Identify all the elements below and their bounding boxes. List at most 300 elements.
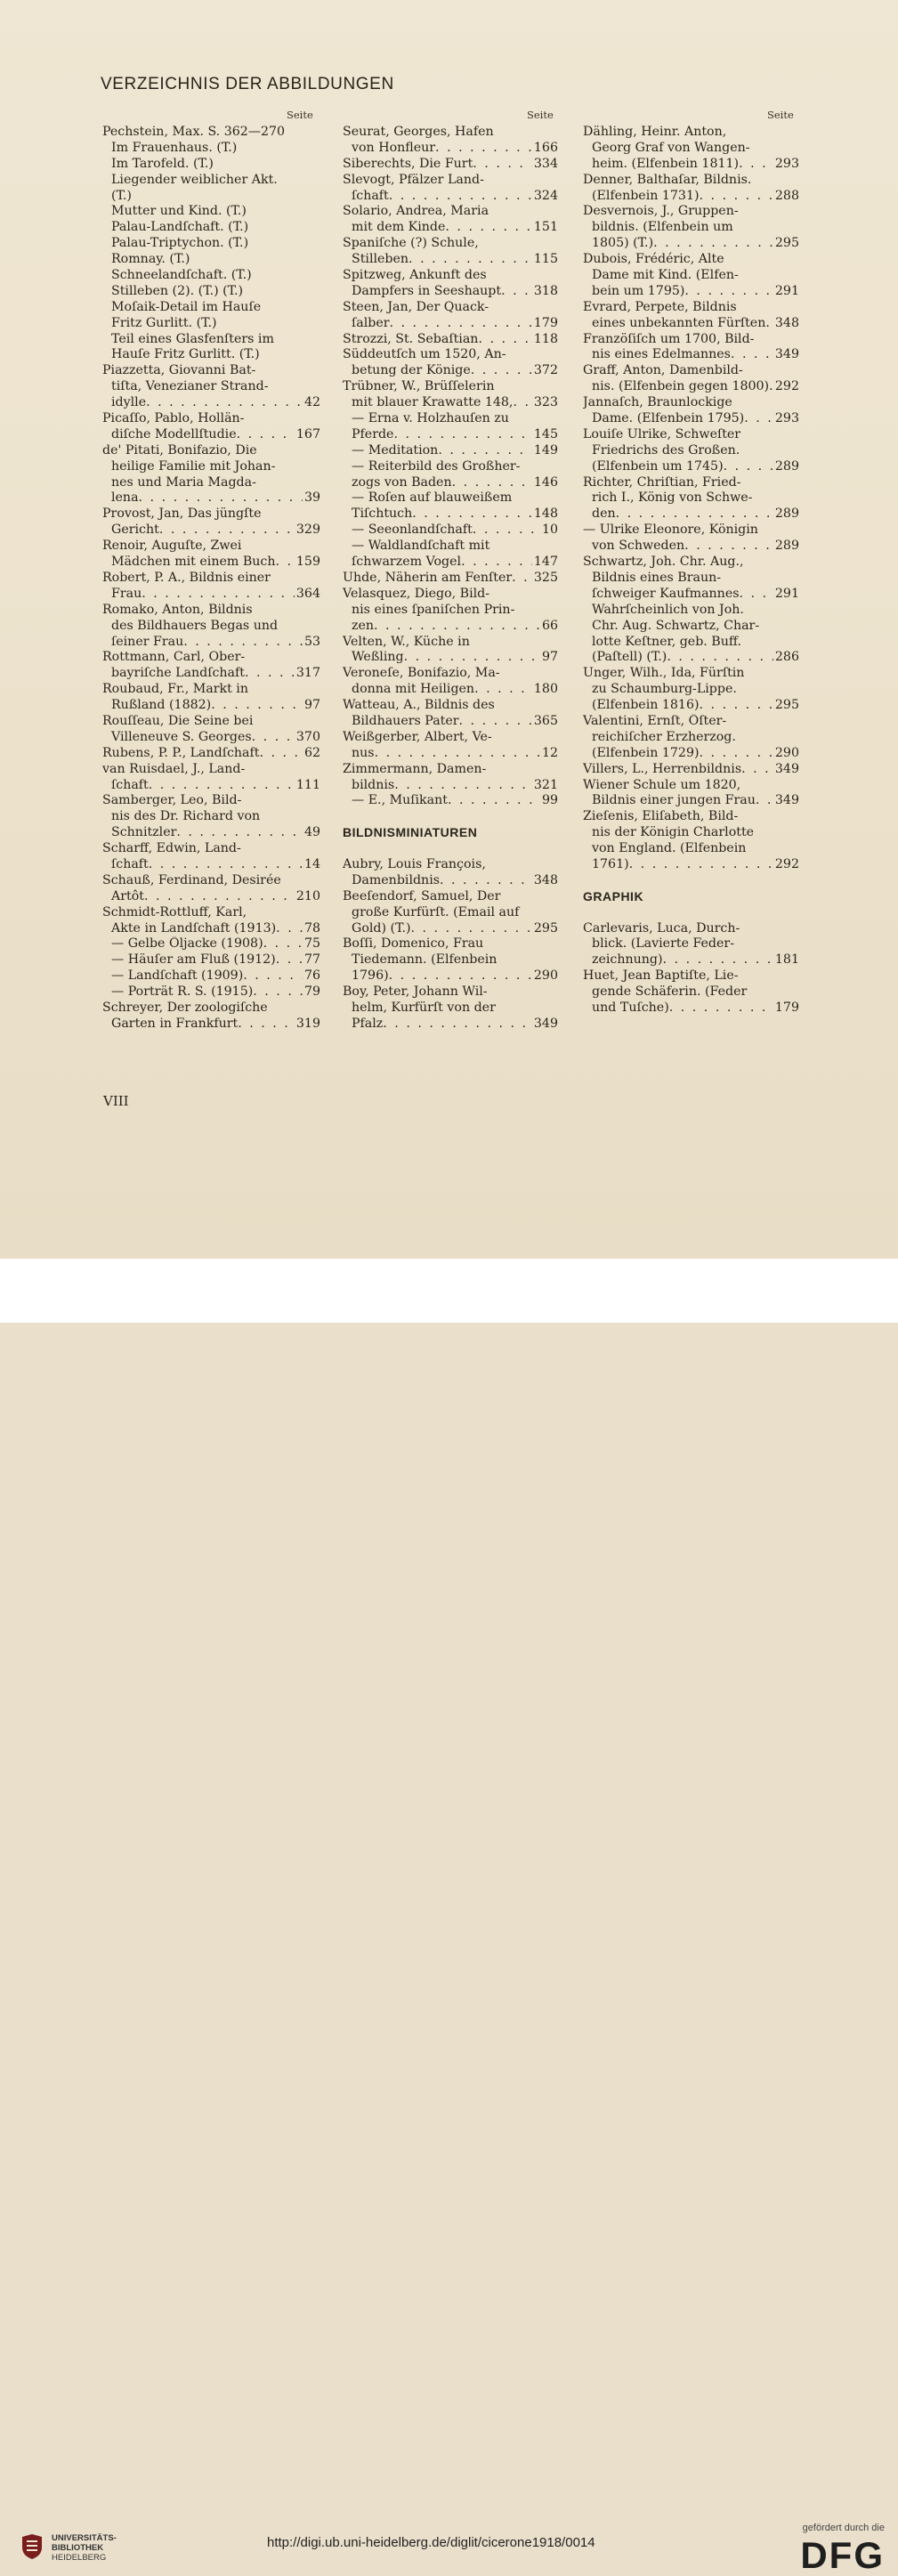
index-entry-line (102, 730, 320, 746)
index-entry-line: — Roſen auf blauweißem (352, 490, 513, 506)
index-entry-line (343, 141, 558, 157)
index-entry-line (343, 714, 558, 730)
entry-page-number: 293 (774, 411, 799, 426)
entry-page-number: 289 (774, 506, 799, 522)
dot-leader (245, 666, 295, 682)
entry-page-number: 364 (295, 586, 320, 601)
index-entry-line: de' Pitati, Bonifazio, Die (102, 442, 257, 458)
entry-page-number: 349 (774, 793, 799, 808)
entry-page-number: 179 (774, 1000, 799, 1015)
seite-label-col2: Seite (527, 109, 554, 121)
entry-text: Akte in Landſchaft (1913) (111, 920, 277, 936)
index-entry-line: Moſaik-Detail im Hauſe (111, 299, 262, 314)
index-entry-line (102, 490, 320, 506)
index-entry-line (102, 698, 320, 714)
index-entry-line: Bildnis eines Braun- (592, 570, 722, 585)
index-entry-line: Samberger, Leo, Bild- (102, 793, 242, 808)
dot-leader (473, 157, 532, 173)
index-entry-line: Solario, Andrea, Maria (343, 204, 489, 219)
index-entry-line (583, 746, 799, 762)
dot-leader (183, 635, 303, 651)
index-entry-line (343, 522, 558, 539)
entry-text: Frau (111, 586, 142, 601)
index-entry-line (343, 873, 558, 889)
entry-page-number: 77 (303, 952, 320, 968)
index-entry-line (102, 587, 320, 603)
entry-page-number: 167 (295, 426, 320, 441)
entry-text: Rubens, P. P., Landſchaft (102, 745, 260, 760)
index-entry-line (343, 555, 558, 571)
index-entry-line: lotte Keſtner, geb. Buff. (592, 634, 741, 649)
entry-text: — Landſchaft (1909) (111, 968, 244, 984)
dot-leader (375, 746, 540, 762)
library-name-line1: UNIVERSITÄTS- (52, 2533, 117, 2543)
index-entry-line: Scharff, Edwin, Land- (102, 841, 241, 856)
entry-text: Damenbildnis (352, 872, 441, 887)
entry-text: Pfalz (352, 1016, 384, 1031)
index-entry-line (583, 506, 799, 522)
dot-leader (448, 793, 540, 809)
dot-leader (149, 778, 295, 794)
dot-leader (211, 698, 303, 714)
index-entry-line (583, 1000, 799, 1017)
index-entry-line: Friedrichs des Großen. (592, 442, 740, 458)
index-entry-line (583, 650, 799, 666)
dot-leader (237, 427, 295, 443)
entry-text: heim. (Elfenbein 1811) (592, 156, 740, 171)
dot-leader (724, 459, 773, 475)
entry-page-number: 323 (533, 395, 558, 410)
entry-page-number: 321 (533, 777, 558, 792)
index-entry-line (343, 506, 558, 522)
index-entry-line (583, 284, 799, 300)
dot-leader (616, 506, 773, 522)
entry-page-number: 288 (774, 188, 799, 203)
entry-text: ſchaft (111, 856, 149, 871)
entry-page-number: 148 (533, 506, 558, 522)
entry-text: ſchweiger Kaufmannes (592, 586, 740, 601)
entry-page-number: 159 (295, 555, 320, 570)
entry-page-number: 295 (533, 920, 558, 936)
index-entry-line: von England. (Elfenbein (592, 841, 747, 856)
dot-leader (700, 189, 773, 205)
footer-bar (0, 1259, 898, 2576)
dot-leader (700, 746, 773, 762)
entry-page-number: 79 (303, 984, 320, 1000)
index-column-3 (583, 125, 799, 1017)
index-entry-line (583, 698, 799, 714)
index-entry-line: Schauß, Ferdinand, Desirée (102, 872, 281, 887)
index-entry-line: große Kurfürſt. (Email auf (352, 904, 520, 919)
index-entry-line (583, 762, 799, 778)
dot-leader (149, 857, 303, 873)
index-entry-line: Richter, Chriſtian, Fried- (583, 474, 741, 490)
index-entry-line: Renoir, Auguſte, Zwei (102, 539, 242, 554)
entry-page-number: 293 (774, 156, 799, 171)
entry-page-number: 146 (533, 474, 558, 490)
entry-text: Mädchen mit einem Buch (111, 555, 276, 570)
index-entry-line (102, 857, 320, 873)
index-entry-line (343, 363, 558, 379)
entry-page-number: 149 (533, 442, 558, 458)
dot-leader (276, 921, 303, 937)
entry-page-number: 145 (533, 426, 558, 441)
index-entry-line: nis der Königin Charlotte (592, 825, 755, 840)
dot-leader (471, 363, 532, 379)
dot-leader (438, 443, 532, 459)
index-entry-line (343, 793, 558, 809)
index-entry-line: Franzöſiſch um 1700, Bild- (583, 331, 755, 346)
index-entry-line: — Erna v. Holzhauſen zu (352, 411, 509, 426)
entry-page-number: 14 (303, 856, 320, 871)
entry-text: (Paſtell) (T.) (592, 650, 667, 665)
entry-text: Dampfers in Seeshaupt (352, 283, 502, 298)
index-entry-line: Mutter und Kind. (T.) (111, 204, 247, 219)
dot-leader (501, 284, 532, 300)
index-entry-line: — Waldlandſchaft mit (352, 539, 490, 554)
entry-text: Garten in Frankfurt (111, 1016, 239, 1031)
index-entry-line (102, 635, 320, 651)
index-entry-line: Rottmann, Carl, Ober- (102, 650, 246, 665)
index-entry-line: Rouſſeau, Die Seine bei (102, 713, 254, 728)
entry-page-number: 291 (774, 586, 799, 601)
entry-text: Rußland (1882) (111, 698, 212, 713)
dot-leader (744, 411, 773, 427)
index-entry-line: Jannaſch, Braunlockige (583, 395, 732, 410)
entry-text: zogs von Baden (352, 474, 452, 490)
index-entry-line: — Ulrike Eleonore, Königin (583, 522, 758, 538)
index-entry-line: Aubry, Louis François, (343, 856, 486, 871)
index-entry-line (102, 921, 320, 937)
index-entry-line (343, 682, 558, 698)
university-library-logo-icon (20, 2533, 44, 2560)
entry-text: nus (352, 745, 375, 760)
dot-leader (389, 968, 532, 984)
index-entry-line (583, 316, 799, 332)
funding-text: gefördert durch die (802, 2523, 885, 2533)
index-entry-line: Romnay. (T.) (111, 252, 190, 267)
index-entry-line: Desvernois, J., Gruppen- (583, 204, 739, 219)
index-entry-line (583, 857, 799, 873)
dot-leader (740, 587, 773, 603)
index-entry-line: Slevogt, Pfälzer Land- (343, 172, 484, 187)
index-entry-line (102, 395, 320, 411)
entry-text: ſchaft (111, 777, 149, 792)
index-entry-line: blick. (Lavierte Feder- (592, 936, 734, 952)
entry-page-number: 291 (774, 283, 799, 298)
index-entry-line: Spitzweg, Ankunft des (343, 268, 487, 283)
entry-page-number: 99 (541, 793, 558, 808)
index-entry-line (583, 952, 799, 968)
dot-leader (663, 952, 773, 968)
index-entry-line: Provost, Jan, Das jüngſte (102, 506, 262, 522)
dot-leader (144, 889, 295, 905)
index-entry-line: Fritz Gurlitt. (T.) (111, 315, 217, 330)
index-entry-line (583, 587, 799, 603)
dot-leader (142, 587, 295, 603)
dot-leader (275, 555, 294, 571)
seite-label-col1: Seite (287, 109, 313, 121)
index-entry-line (343, 746, 558, 762)
entry-page-number: 295 (774, 698, 799, 713)
dot-leader (435, 141, 532, 157)
dot-leader (159, 522, 295, 539)
entry-text: lena (111, 490, 139, 506)
dot-leader (473, 522, 540, 539)
section-heading: GRAPHIK (583, 888, 644, 903)
index-entry-line (343, 778, 558, 794)
index-entry-line: Hauſe Fritz Gurlitt. (T.) (111, 347, 260, 362)
index-entry-line (102, 984, 320, 1000)
index-entry-line (102, 746, 320, 762)
entry-text: — Gelbe Öljacke (1908) (111, 936, 263, 952)
index-entry-line: Trübner, W., Brüſſelerin (343, 379, 495, 394)
index-entry-line (343, 475, 558, 491)
dot-leader (478, 332, 531, 348)
index-entry-line: — Reiterbild des Großher- (352, 458, 521, 474)
dfg-logo: DFG (800, 2534, 885, 2576)
index-entry-line: Beeſendorf, Samuel, Der (343, 888, 501, 903)
index-entry-line: Wahrſcheinlich von Joh. (592, 602, 744, 617)
entry-text: eines unbekannten Fürſten (592, 315, 766, 330)
entry-page-number: 151 (533, 220, 558, 235)
entry-text: (Elfenbein 1731) (592, 188, 700, 203)
entry-page-number: 289 (774, 539, 799, 554)
entry-text: nis eines Edelmannes (592, 347, 731, 362)
index-column-2 (343, 125, 558, 1033)
entry-text: Dame. (Elfenbein 1795) (592, 411, 745, 426)
index-entry-line: Stilleben (2). (T.) (T.) (111, 283, 244, 298)
index-entry-line: Schwartz, Joh. Chr. Aug., (583, 555, 744, 570)
entry-text: bayriſche Landſchaft (111, 666, 245, 681)
entry-page-number: 286 (774, 650, 799, 665)
index-entry-line: Seurat, Georges, Hafen (343, 125, 494, 139)
index-entry-line: Valentini, Ernſt, Öſter- (583, 713, 727, 728)
index-entry-line: gende Schäferin. (Feder (592, 984, 748, 1000)
index-entry-line (583, 379, 799, 395)
dot-leader (653, 236, 773, 252)
index-entry-line: des Bildhauers Begas und (111, 618, 279, 633)
entry-page-number: 317 (295, 666, 320, 681)
entry-text: bein um 1795) (592, 283, 685, 298)
entry-text: Tiſchtuch (352, 506, 413, 522)
index-entry-line (102, 522, 320, 539)
index-entry-line (102, 968, 320, 984)
index-entry-line (343, 332, 558, 348)
dot-leader (390, 316, 532, 332)
entry-text: ſchaft (352, 188, 389, 203)
index-entry-line (102, 555, 320, 571)
index-entry-line: Denner, Balthaſar, Bildnis. (583, 172, 752, 187)
entry-page-number: 290 (533, 968, 558, 984)
dot-leader (394, 778, 532, 794)
entry-page-number: 370 (295, 729, 320, 744)
entry-page-number: 295 (774, 236, 799, 251)
index-entry-line: nis des Dr. Richard von (111, 809, 261, 824)
dot-leader (389, 189, 532, 205)
index-entry-line: bildnis. (Elfenbein um (592, 220, 733, 235)
index-entry-line (343, 395, 558, 411)
entry-text: 1761) (592, 856, 629, 871)
dot-leader (139, 490, 303, 506)
index-entry-line (583, 157, 799, 173)
index-entry-line (583, 539, 799, 555)
dot-leader (276, 952, 303, 968)
entry-page-number: 348 (533, 872, 558, 887)
entry-page-number: 365 (533, 713, 558, 728)
entry-text: Gold) (T.) (352, 920, 411, 936)
dot-leader (452, 475, 532, 491)
entry-page-number: 12 (541, 745, 558, 760)
entry-page-number: 53 (303, 634, 320, 649)
index-entry-line (583, 459, 799, 475)
entry-text: Bildnis einer jungen Frau (592, 793, 756, 808)
entry-text: und Tuſche) (592, 1000, 669, 1015)
entry-page-number: 349 (533, 1016, 558, 1031)
entry-text: Gericht (111, 522, 159, 538)
index-entry-line: Zimmermann, Damen- (343, 761, 487, 776)
index-entry-line (102, 952, 320, 968)
index-entry-line: Zieſenis, Eliſabeth, Bild- (583, 809, 739, 824)
dot-leader (393, 427, 531, 443)
library-name (52, 2533, 117, 2563)
index-entry-line (343, 619, 558, 635)
index-entry-line: Dame mit Kind. (Elfen- (592, 268, 739, 283)
index-entry-line: Velasquez, Diego, Bild- (343, 586, 490, 601)
entry-text: Strozzi, St. Sebaſtian (343, 331, 479, 346)
entry-page-number: 349 (774, 761, 799, 776)
index-entry-line (343, 157, 558, 173)
dot-leader (383, 1017, 532, 1033)
entry-page-number: 319 (295, 1016, 320, 1031)
document-url-link[interactable]: http://digi.ub.uni-heidelberg.de/diglit/cicerone1918/0014 (267, 2535, 595, 2550)
entry-page-number: 372 (533, 363, 558, 378)
entry-page-number: 78 (303, 920, 320, 936)
entry-page-number: 348 (774, 315, 799, 330)
dot-leader (440, 873, 532, 889)
entry-text: ſeiner Frau (111, 634, 184, 649)
spacer (343, 841, 558, 857)
index-entry-line: tiſta, Venezianer Strand- (111, 379, 269, 394)
entry-text: von Schweden (592, 539, 685, 554)
dot-leader (146, 395, 303, 411)
index-entry-line: Steen, Jan, Der Quack- (343, 299, 489, 314)
entry-page-number: 42 (303, 395, 320, 410)
spacer (583, 873, 799, 889)
page-heading: VERZEICHNIS DER ABBILDUNGEN (101, 75, 394, 93)
index-entry-line (343, 316, 558, 332)
index-entry-line (343, 189, 558, 205)
index-entry-line: Carlevaris, Luca, Durch- (583, 920, 740, 936)
dot-leader (238, 1017, 295, 1033)
index-entry-line (343, 252, 558, 268)
dot-leader (412, 506, 532, 522)
entry-page-number: 318 (533, 283, 558, 298)
index-entry-line (343, 220, 558, 236)
index-entry-line: Palau-Landſchaft. (T.) (111, 220, 249, 235)
dot-leader (731, 347, 773, 363)
index-entry-line: Schneelandſchaft. (T.) (111, 268, 252, 283)
index-entry-line: Louiſe Ulrike, Schweſter (583, 426, 741, 441)
entry-text: zeichnung) (592, 952, 663, 968)
index-entry-line (343, 443, 558, 459)
entry-text: (Elfenbein 1816) (592, 698, 700, 713)
entry-page-number: 10 (541, 522, 558, 538)
index-entry-line: Picaſſo, Pablo, Hollän- (102, 411, 245, 426)
index-entry-line: Süddeutſch um 1520, An- (343, 347, 506, 362)
index-entry-line: Spaniſche (?) Schule, (343, 236, 479, 251)
index-entry-line: Veroneſe, Bonifazio, Ma- (343, 666, 500, 681)
index-entry-line (583, 236, 799, 252)
index-entry-line: rich I., König von Schwe- (592, 490, 753, 506)
entry-text: — Seeonlandſchaft (352, 522, 473, 538)
entry-page-number: 289 (774, 458, 799, 474)
index-entry-line: Piazzetta, Giovanni Bat- (102, 363, 256, 378)
page-number: VIII (103, 1093, 129, 1109)
index-entry-line: Velten, W., Küche in (343, 634, 470, 649)
entry-page-number: 75 (303, 936, 320, 952)
entry-text: Schnitzler (111, 825, 177, 840)
entry-text: (Elfenbein um 1745) (592, 458, 724, 474)
library-name-line2: BIBLIOTHEK (52, 2543, 104, 2553)
entry-text: donna mit Heiligen (352, 682, 475, 697)
dot-leader (461, 555, 532, 571)
index-entry-line: reichiſcher Erzherzog. (592, 729, 736, 744)
entry-text: Pferde (352, 426, 394, 441)
index-entry-line: Unger, Wilh., Ida, Fürſtin (583, 666, 745, 681)
dot-leader (445, 220, 532, 236)
index-entry-line: Schmidt-Rottluff, Karl, (102, 904, 247, 919)
section-heading: BILDNISMINIATUREN (343, 825, 478, 840)
index-entry-line: (T.) (111, 188, 132, 203)
entry-text: Artôt (111, 888, 144, 903)
entry-page-number: 62 (303, 745, 320, 760)
entry-page-number: 325 (533, 570, 558, 585)
dot-leader (765, 316, 773, 332)
index-entry-line: Huet, Jean Baptiſte, Lie- (583, 968, 739, 984)
index-entry-line (102, 427, 320, 443)
entry-text: — Meditation (352, 442, 439, 458)
entry-text: Villers, L., Herrenbildnis (583, 761, 742, 776)
dot-leader (739, 157, 773, 173)
index-entry-line (102, 889, 320, 905)
entry-page-number: 97 (303, 698, 320, 713)
index-entry-line: Dubois, Frédéric, Alte (583, 252, 724, 267)
scanned-page (0, 0, 898, 1259)
index-entry-line: zu Schaumburg-Lippe. (592, 682, 737, 697)
index-entry-line: Boy, Peter, Johann Wil- (343, 984, 488, 1000)
dot-leader (259, 746, 302, 762)
index-entry-line: Palau-Triptychon. (T.) (111, 236, 249, 251)
dot-leader (409, 252, 532, 268)
entry-text: idylle (111, 395, 147, 410)
dot-leader (629, 857, 773, 873)
entry-page-number: 147 (533, 555, 558, 570)
entry-text: von Honfleur (352, 140, 436, 155)
index-entry-line (102, 936, 320, 952)
index-entry-line: heilige Familie mit Johan- (111, 458, 276, 474)
entry-text: Weßling (352, 650, 404, 665)
index-entry-line: Boſſi, Domenico, Frau (343, 936, 484, 952)
entry-text: Villeneuve S. Georges (111, 729, 252, 744)
dot-leader (513, 395, 531, 411)
dot-leader (667, 650, 773, 666)
entry-text: ſchwarzem Vogel (352, 555, 462, 570)
entry-text: 1796) (352, 968, 389, 984)
dot-leader (474, 682, 532, 698)
index-entry-line (583, 189, 799, 205)
dot-leader (756, 793, 773, 809)
